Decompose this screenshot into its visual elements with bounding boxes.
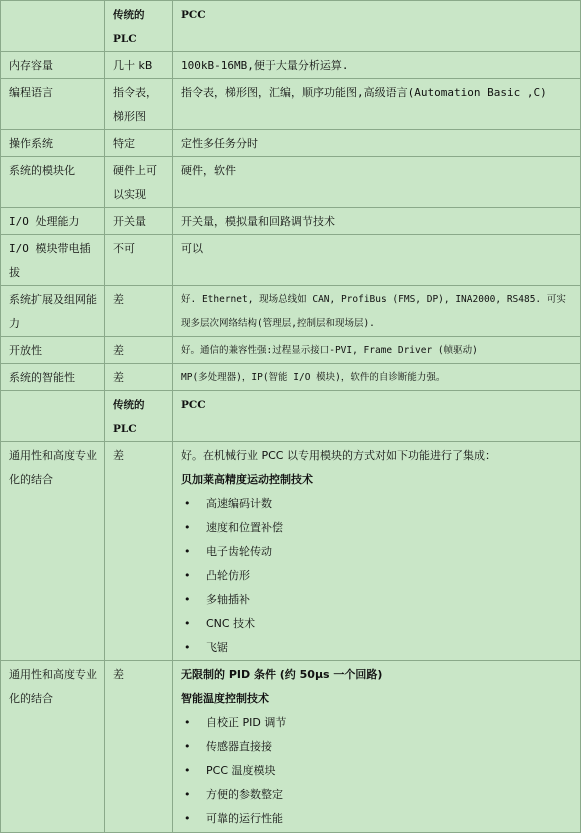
bullet-item	[181, 807, 575, 831]
pcc-value: 硬件，软件	[173, 157, 581, 208]
row-label: 系统的模块化	[1, 157, 105, 208]
bullet-item	[181, 588, 575, 612]
bullet-item	[181, 612, 575, 636]
bullet-text: 多轴插补	[206, 593, 250, 606]
table-row	[1, 364, 581, 391]
pcc-value: MP(多处理器)，IP(智能 I/O 模块)，软件的自诊断能力强。	[173, 364, 581, 391]
motion-control-heading: 贝加莱高精度运动控制技术	[181, 473, 313, 486]
pcc-value: 好。通信的兼容性强:过程显示接口-PVI, Frame Driver (帧驱动)	[173, 337, 581, 364]
pcc-value: 好. Ethernet, 现场总线如 CAN, ProfiBus (FMS, DP), INA2000, RS485. 可实现多层次网络结构(管理层,控制层和现场层).	[173, 286, 581, 337]
bullet-text: 自校正 PID 调节	[206, 716, 287, 729]
row-label: I/O 模块带电插拔	[1, 235, 105, 286]
pcc-value: 定性多任务分时	[173, 130, 581, 157]
plc-value: 特定	[105, 130, 173, 157]
bullet-icon: •	[184, 545, 191, 558]
bullet-item	[181, 564, 575, 588]
table-row	[1, 157, 581, 208]
bullet-item	[181, 783, 575, 807]
row-label: 通用性和高度专业化的结合	[1, 661, 105, 833]
plc-value: 差	[105, 442, 173, 661]
header-cell-plc: 传统的 PLC	[105, 1, 173, 52]
bullet-text: CNC 技术	[206, 617, 256, 630]
bullet-icon: •	[184, 521, 191, 534]
pcc-value-pid	[173, 661, 581, 833]
bullet-text: PCC 温度模块	[206, 764, 276, 777]
bullet-text: 速度和位置补偿	[206, 521, 283, 534]
bullet-item	[181, 516, 575, 540]
plc-value: 差	[105, 364, 173, 391]
bullet-icon: •	[184, 641, 191, 654]
pid-heading: 无限制的 PID 条件 (约 50μs 一个回路)	[181, 668, 383, 681]
table-header-row	[1, 1, 581, 52]
bullet-icon: •	[184, 788, 191, 801]
plc-value: 硬件上可以实现	[105, 157, 173, 208]
table-row	[1, 79, 581, 130]
table-row	[1, 208, 581, 235]
bullet-icon: •	[184, 764, 191, 777]
bullet-item	[181, 759, 575, 783]
bullet-text: 电子齿轮传动	[206, 545, 272, 558]
bullet-text: 高速编码计数	[206, 497, 272, 510]
bullet-item	[181, 735, 575, 759]
bullet-item	[181, 636, 575, 660]
header-cell-pcc: PCC	[173, 391, 581, 442]
bullet-icon: •	[184, 716, 191, 729]
header-cell-pcc: PCC	[173, 1, 581, 52]
row-label: 系统扩展及组网能力	[1, 286, 105, 337]
bullet-text: 凸轮仿形	[206, 569, 250, 582]
plc-value: 指令表，梯形图	[105, 79, 173, 130]
plc-value: 几十 kB	[105, 52, 173, 79]
pcc-value-integration	[173, 442, 581, 661]
table-row	[1, 52, 581, 79]
row-label: 系统的智能性	[1, 364, 105, 391]
header-cell-plc: 传统的 PLC	[105, 391, 173, 442]
table-row	[1, 661, 581, 833]
bullet-icon: •	[184, 593, 191, 606]
pcc-value: 开关量，模拟量和回路调节技术	[173, 208, 581, 235]
row-label: 操作系统	[1, 130, 105, 157]
bullet-icon: •	[184, 617, 191, 630]
bullet-text: 飞锯	[206, 641, 228, 654]
pcc-value: 100kB-16MB,便于大量分析运算.	[173, 52, 581, 79]
table-subheader-row	[1, 391, 581, 442]
header-cell-empty	[1, 391, 105, 442]
bullet-icon: •	[184, 740, 191, 753]
pcc-value: 指令表，梯形图，汇编，顺序功能图,高级语言(Automation Basic ,C)	[173, 79, 581, 130]
bullet-icon: •	[184, 812, 191, 825]
row-label: 通用性和高度专业化的结合	[1, 442, 105, 661]
plc-value: 差	[105, 286, 173, 337]
table-row	[1, 286, 581, 337]
plc-value: 不可	[105, 235, 173, 286]
row-label: I/O 处理能力	[1, 208, 105, 235]
bullet-text: 可靠的运行性能	[206, 812, 283, 825]
table-row	[1, 130, 581, 157]
row-label: 内存容量	[1, 52, 105, 79]
plc-value: 差	[105, 337, 173, 364]
header-cell-empty	[1, 1, 105, 52]
bullet-icon: •	[184, 497, 191, 510]
bullet-item	[181, 540, 575, 564]
pcc-value: 可以	[173, 235, 581, 286]
row-label: 开放性	[1, 337, 105, 364]
temperature-control-heading: 智能温度控制技术	[181, 692, 269, 705]
bullet-item	[181, 711, 575, 735]
bullet-text: 方便的参数整定	[206, 788, 283, 801]
bullet-icon: •	[184, 569, 191, 582]
table-row	[1, 235, 581, 286]
bullet-text: 传感器直接接	[206, 740, 272, 753]
plc-value: 差	[105, 661, 173, 833]
row-label: 编程语言	[1, 79, 105, 130]
bullet-item	[181, 492, 575, 516]
table-row	[1, 337, 581, 364]
plc-value: 开关量	[105, 208, 173, 235]
table-row	[1, 442, 581, 661]
integration-intro: 好。在机械行业 PCC 以专用模块的方式对如下功能进行了集成：	[181, 449, 496, 462]
